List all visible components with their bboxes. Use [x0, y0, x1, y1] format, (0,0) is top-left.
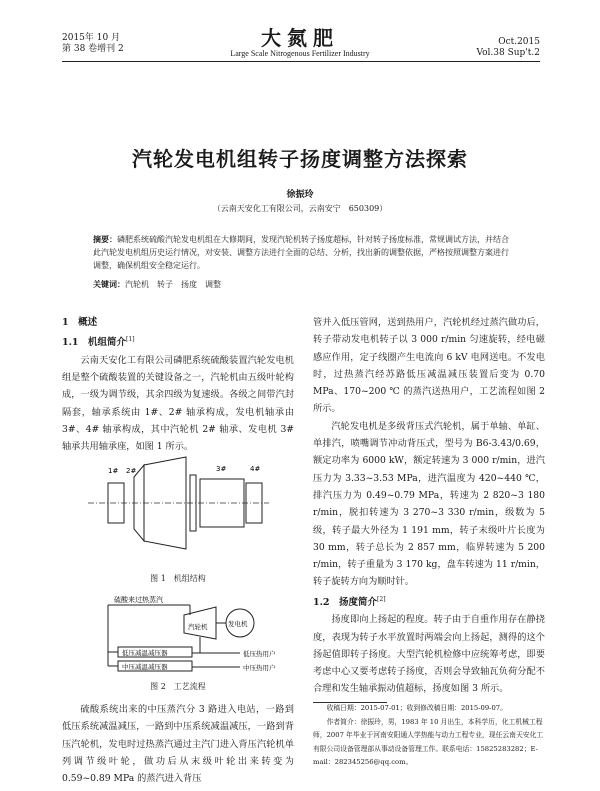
left-para-2: 硫酸系统出来的中压蒸汽分 3 路进入电站，一路到低压系统减温减压，一路到中压系统减温减压，一路到背压汽轮机，发电时过热蒸汽通过主汽门进入背压汽轮机单列调节级叶轮，做功后从末级叶轮出来转变为 0.59~0.89 MPa 的蒸汽进入背压 [62, 704, 294, 785]
keywords-text: 汽轮机 转子 扬度 调整 [125, 280, 221, 289]
figure-1-unit-structure [86, 453, 271, 553]
right-para-1: 管并入低压管网，送到热用户，汽轮机经过蒸汽做功后，转子带动发电机转子以 3 000 r/min 匀速旋转，经电磁感应作用，定子线圈产生电流向 6 kV 电网送电。不发电时，过热蒸汽经苏路低压减温减压装置后变为 0.70 MPa、170~200 ℃ 的蒸汽送热用户，工艺流程如图 2 所示。 [313, 317, 545, 415]
keywords [93, 279, 221, 290]
footnote [313, 702, 545, 770]
section-1-1-heading [62, 331, 294, 351]
issue-info-en [476, 37, 540, 59]
footnote-bio: 作者简介：徐振玲，男，1983 年 10 月出生，本科学历，化工机械工程师，2007 年毕业于河南安阳通人学热能与动力工程专业，现任云南天安化工有限公司设备管理部从事动设备管理工作。联系电话：15825283282；E-mail：282345256@qq.com。 [313, 717, 544, 766]
volume-cn: 第 38 卷增刊 2 [62, 44, 124, 54]
section-1-2-title: 1.2 扬度简介 [313, 596, 378, 608]
fig2-low-station-label: 低压减温减压器 [122, 649, 168, 657]
right-para-2: 汽轮发电机是多级背压式汽轮机，属于单轴、单缸、单排汽，喷嘴调节冲动背压式，型号为 B6-3.43/0.69，额定功率为 6000 kW，额定转速为 3 000 r/min，进汽压力为 3.33~3.53 MPa，进汽温度为 420~440 ℃，排汽压力为 0.49~0.79 MPa，转速为 2 820~3 180 r/min，脱扣转速为 3 270~3 330 r/min，级数为 5 级，转子最大外径为 1 191 mm，转子末级叶片长度为 30 mm，转子总长为 2 857 mm，临界转速为 5 200 r/min，转子重量为 3 170 kg，盘车转速为 11 r/min，转子旋转方向为顺时针。 [313, 420, 545, 588]
abstract-label: 摘要： [93, 234, 117, 244]
left-column-bottom [62, 701, 294, 787]
right-column [313, 314, 545, 698]
section-1-2-heading [313, 591, 545, 611]
affiliation: （云南天安化工有限公司，云南安宁 650309） [212, 204, 388, 213]
ref-1: [1] [126, 336, 135, 344]
volume-en: Vol.38 Sup't.2 [476, 48, 540, 58]
fig2-low-users-label: 低压热用户 [243, 650, 276, 658]
section-1-heading: 1 概述 [62, 317, 98, 328]
journal-subtitle: Large Scale Nitrogenous Fertilizer Industry [230, 49, 370, 58]
abstract [93, 233, 509, 273]
figure-1-caption: 图 1 机组结构 [150, 574, 206, 583]
fig2-steam-label: 硫酸来过热蒸汽 [114, 596, 163, 604]
fig2-turbine-label: 汽轮机 [188, 623, 208, 631]
section-1-1-title: 1.1 机组简介 [62, 337, 127, 349]
fig1-label-2: 2# [126, 467, 137, 475]
keywords-label: 关键词： [93, 279, 125, 289]
left-column-top [62, 314, 294, 456]
fig2-mid-station-label: 中压减温减压器 [122, 663, 168, 671]
figure-2-process-flow [100, 593, 294, 678]
fig2-generator-label: 发电机 [228, 620, 248, 628]
journal-name: 大氮肥 [261, 26, 339, 50]
fig1-label-3: 3# [216, 465, 227, 473]
article-title: 汽轮发电机组转子扬度调整方法探索 [132, 147, 468, 171]
abstract-text: 磷肥系统硫酸汽轮发电机组在大修期间，发现汽轮机转子扬度超标，针对转子扬度标准，常规调试方法，并结合此汽轮发电机组历史运行情况，对安装、调整方法进行全面的总结、分析，找出新的调整依据，严格按照调整方案进行调整，确保机组安全稳定运行。 [93, 235, 509, 271]
author: 徐振玲 [286, 190, 314, 200]
header-rule [62, 61, 540, 62]
fig1-label-1: 1# [108, 467, 119, 475]
issue-date-cn: 2015年 10 月 [62, 33, 121, 43]
issue-date-en: Oct.2015 [498, 37, 540, 47]
fig1-label-4: 4# [250, 465, 261, 473]
left-para-1: 云南天安化工有限公司磷肥系统硫酸装置汽轮发电机组是整个硫酸装置的关键设备之一，汽轮机由五级叶轮构成，一级为调节级，其余四级为复速级。各级之间带汽封隔套，轴承系统由 1#、2# 轴承构成，发电机轴承由 3#、4# 轴承构成，其中汽轮机 2# 轴承、发电机 3# 轴承共用轴承座，如图 1 所示。 [62, 354, 294, 453]
footnote-received: 收稿日期：2015-07-01；收到修改稿日期：2015-09-07。 [326, 704, 507, 712]
figure-2-caption: 图 2 工艺流程 [150, 682, 206, 691]
fig2-mid-users-label: 中压热用户 [243, 664, 276, 672]
ref-2: [2] [377, 595, 386, 603]
right-para-3: 扬度即向上扬起的程度。转子由于自重作用存在静挠度，表现为转子水平放置时两端会向上扬起，测得的这个扬起值即转子扬度。大型汽轮机检修中应统筹考虑，即要考虑中心又要考虑转子扬度，否则会导致轴瓦负荷分配不合理和发生轴承振动值超标，扬度如图 3 所示。 [313, 614, 545, 695]
